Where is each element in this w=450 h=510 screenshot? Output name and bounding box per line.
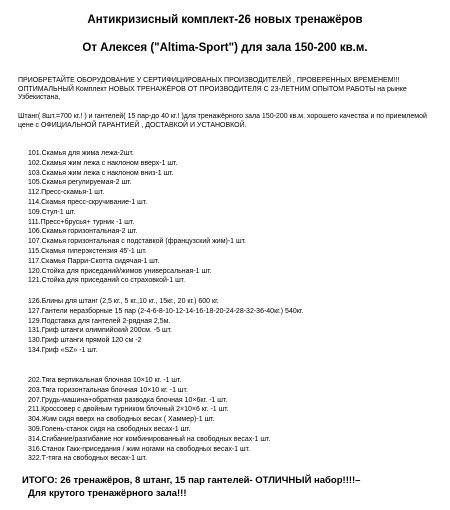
list-item: 129.Подставка для гантелей 2-рядная 2,5м. [28,317,171,325]
list-item: 322.Т-тяга на свободных весах-1 шт. [28,455,147,463]
list-item: 126.Блины для штанг (2,5 кг., 5 кг.,10 кг., 15кг., 20 кг.) 600 кг. [28,298,219,305]
weights-list [28,297,443,356]
list-item: 111.Пресс+брусья+ турник -1 шт. [28,218,135,226]
list-item: 109.Стул-1 шт. [28,208,76,216]
total-line: ИТОГО: 26 тренажёров, 8 штанг, 15 пар гантелей- ОТЛИЧНЫЙ набор!!!!– [22,475,361,486]
list-item: 207.Грудь-машина+обратная разводка блочная 10×6кг. -1 шт. [28,396,228,404]
list-item: 316.Станок Гакк-приседания / жим ногами на свободных весах-1 шт. [28,445,250,453]
list-item: 107.Скамья горизонтальная с подставкой (французский жим)-1 шт. [28,238,247,246]
list-item: 101.Скамья для жима лежа-2шт. [28,150,134,157]
list-item: 112.Пресс-скамья-1 шт. [28,189,105,197]
list-item: 127.Гантели неразборные 15 пар (2-4-6-8-10-12-14-16-18-20-24-28-32-36-40кг.) 540кг. [28,307,304,315]
list-item: 102.Скамья жим лежа с наклоном вверх-1 шт. [28,159,178,167]
machines-list [28,376,443,464]
list-item: 130.Гриф штанги прямой 120 см -2 [28,337,142,345]
list-item: 114.Скамья пресс-скручивание-1 шт. [28,198,148,206]
list-item: 309.Голень-станок сидя на свободных весах-1 шт. [28,425,191,433]
intro-text-2: Штанг( 8шт.=700 кг.! ) и гантелей( 15 пар-до 40 кг.! )для тренажёрного зала 150-200 кв.м. хорошего качества и по приемлемой цене с ОФИЦИАЛЬНОЙ ГАРАНТИЕЙ , ДОСТАВКОЙ И УСТАНОВКОЙ. [18,113,427,129]
total-summary [22,474,442,500]
list-item: 115.Скамья гиперэкстензия 45'-1 шт. [28,247,147,255]
list-item: 121.Стойка для приседаний со страховкой-1 шт. [28,277,186,285]
tagline: Для крутого тренажёрного зала!!! [28,488,187,499]
list-item: 103.Скамья жим лежа с наклоном вниз-1 шт. [28,169,174,177]
list-item: 314.Сгибание/разгибание ног комбинированный на свободных весах-1 шт. [28,435,271,443]
intro-text-1: ПРИОБРЕТАЙТЕ ОБОРУДОВАНИЕ У СЕРТИФИЦИРОВАНЫХ ПРОИЗВОДИТЕЛЕЙ , ПРОВЕРЕННЫХ ВРЕМЕНЕМ!!! ОПТИМАЛЬНЫЙ Комплект НОВЫХ ТРЕНАЖЁРОВ ОТ ПРОИЗВОДИТЕЛЯ С 23-ЛЕТНИМ ОПЫТОМ РАБОТЫ на рынке Узбекистана, [18,77,407,102]
list-item: 304.Жим сидя вверх на свободных весах ( Хаммер)-1 шт. [28,416,215,424]
list-item: 211.Кроссовер с двойным турником блочный 2×10×6 кг. -1 шт. [28,406,229,414]
list-item: 120.Стойка для приседаний/жимов универсальная-1 шт. [28,267,212,275]
list-item: 202.Тяга вертикальная блочная 10×10 кг. -1 шт. [28,377,182,384]
list-item: 131.Гриф штанги олимпийский 200см. -5 шт. [28,327,172,335]
list-item: 117.Скамья Парри-Скотта сидячая-1 шт. [28,257,160,265]
document-subtitle: От Алексея ("Altima-Sport") для зала 150-200 кв.м. [82,42,368,54]
list-item: 106.Скамья горизонтальная-2 шт. [28,228,138,236]
intro-paragraph-1 [18,77,443,103]
list-item: 134.Гриф «SZ» -1 шт. [28,346,98,354]
intro-paragraph-2 [18,113,443,130]
benches-list [28,149,443,286]
document-title: Антикризисный комплект-26 новых тренажёров [87,14,363,26]
list-item: 203.Тяга горизонтальная блочная 10×10 кг. -1 шт. [28,386,188,394]
list-item: 105.Скамья регулируемая-2 шт. [28,179,132,187]
